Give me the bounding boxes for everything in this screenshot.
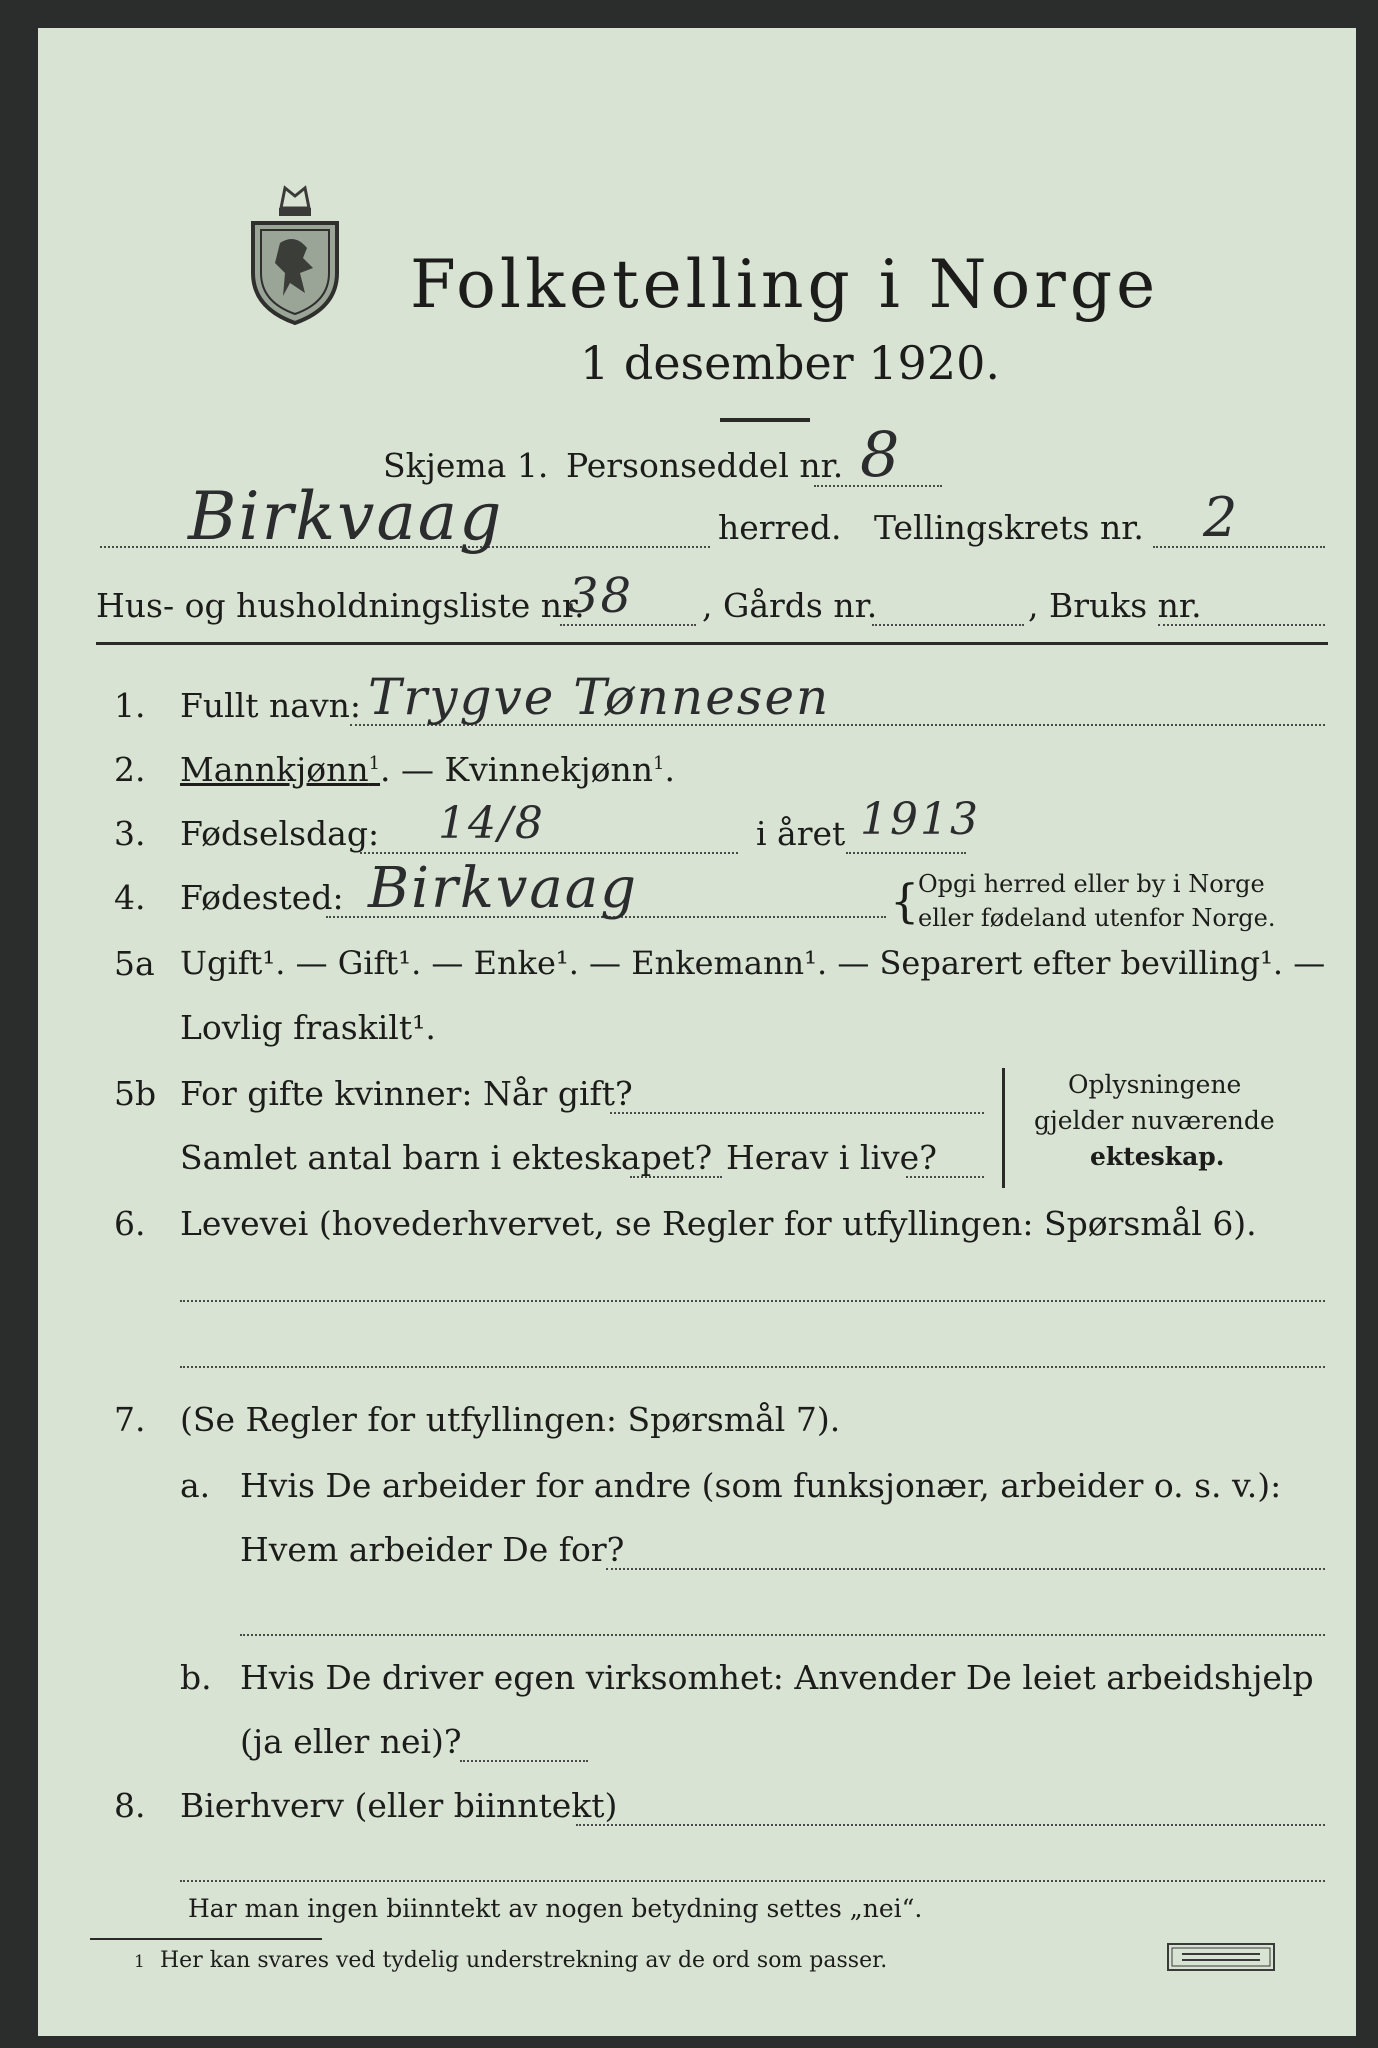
q2-kvinne[interactable]: Kvinnekjønn$^1$ xyxy=(444,750,665,789)
q7b-line-1: Hvis De driver egen virksomhet: Anvender De leiet arbeidshjelp xyxy=(240,1658,1314,1697)
q7-label: (Se Regler for utfyllingen: Spørsmål 7). xyxy=(180,1400,841,1439)
q3-value[interactable]: 14/8 xyxy=(438,798,545,849)
q6-line-1 xyxy=(180,1300,1325,1302)
q7a-answer-line-2 xyxy=(240,1634,1325,1636)
q4-note-1: Opgi herred eller by i Norge xyxy=(918,870,1265,898)
coat-of-arms-icon xyxy=(245,178,345,328)
q7-number: 7. xyxy=(114,1400,146,1439)
q5b-note-1: Oplysningene xyxy=(1068,1070,1242,1099)
q5b-alive-line xyxy=(906,1176,984,1178)
q3-year-value[interactable]: 1913 xyxy=(860,794,980,845)
herred-label: herred. xyxy=(718,508,842,547)
q1-value[interactable]: Trygve Tønnesen xyxy=(368,668,831,726)
hus-line xyxy=(560,624,696,626)
gards-line xyxy=(872,624,1024,626)
q6-line-2 xyxy=(180,1366,1325,1368)
q7b-answer-line xyxy=(460,1760,588,1762)
printer-stamp-icon xyxy=(1166,1942,1276,1972)
gards-label: , Gårds nr. xyxy=(702,586,878,625)
q3-line xyxy=(360,852,738,854)
q8-answer-line-2 xyxy=(180,1880,1325,1882)
q5b-note-3: ekteskap. xyxy=(1090,1142,1225,1171)
q5a-line-1: Ugift¹. — Gift¹. — Enke¹. — Enkemann¹. — Separert efter bevilling¹. — xyxy=(180,944,1326,982)
personseddel-value[interactable]: 8 xyxy=(860,418,902,491)
q6-label: Levevei (hovederhvervet, se Regler for utfyllingen: Spørsmål 6). xyxy=(180,1204,1257,1243)
q5b-bracket xyxy=(1002,1068,1005,1188)
header-divider xyxy=(96,642,1328,645)
q2-options: Mannkjønn$^1$. — Kvinnekjønn$^1$. xyxy=(180,750,675,789)
q7b-line-2: (ja eller nei)? xyxy=(240,1722,462,1761)
q3-year-label: i året xyxy=(756,814,846,853)
q8-note: Har man ingen biinntekt av nogen betydning settes „nei“. xyxy=(188,1894,923,1923)
q5b-when-line xyxy=(610,1112,984,1114)
q5a-line-2: Lovlig fraskilt¹. xyxy=(180,1008,436,1047)
hus-label: Hus- og husholdningsliste nr. xyxy=(96,586,585,625)
bruks-line xyxy=(1158,624,1325,626)
q5b-children-line xyxy=(630,1176,722,1178)
q4-number: 4. xyxy=(114,878,146,917)
q3-number: 3. xyxy=(114,814,146,853)
hus-value[interactable]: 38 xyxy=(568,568,634,624)
q3-year-line xyxy=(846,852,966,854)
tellingskrets-label: Tellingskrets nr. xyxy=(874,508,1144,547)
footnote-text: Her kan svares ved tydelig understrekning av de ord som passer. xyxy=(160,1948,888,1973)
q1-number: 1. xyxy=(114,686,146,725)
q4-note-2: eller fødeland utenfor Norge. xyxy=(918,904,1276,932)
q5b-line-2a: Samlet antal barn i ekteskapet? xyxy=(180,1138,713,1177)
q4-value[interactable]: Birkvaag xyxy=(368,856,639,921)
herred-value[interactable]: Birkvaag xyxy=(188,478,504,555)
census-form xyxy=(38,28,1356,2036)
bruks-label: , Bruks nr. xyxy=(1028,586,1202,625)
q8-label: Bierhverv (eller biinntekt) xyxy=(180,1786,618,1825)
skjema-label: Skjema 1. xyxy=(383,446,549,485)
q5b-note-2: gjelder nuværende xyxy=(1034,1106,1275,1135)
form-title: Folketelling i Norge xyxy=(410,246,1160,323)
q2-mann[interactable]: Mannkjønn$^1$ xyxy=(180,750,381,789)
tellingskrets-value[interactable]: 2 xyxy=(1203,486,1240,549)
q5b-line-1: For gifte kvinner: Når gift? xyxy=(180,1074,633,1113)
footnote-divider xyxy=(90,1938,322,1940)
q2-number: 2. xyxy=(114,750,146,789)
title-divider xyxy=(720,418,810,422)
q7a-line-1: Hvis De arbeider for andre (som funksjonær, arbeider o. s. v.): xyxy=(240,1466,1282,1505)
footnote-number: 1 xyxy=(134,1952,145,1972)
q7a-line-2: Hvem arbeider De for? xyxy=(240,1530,625,1569)
personseddel-label: Personseddel nr. xyxy=(566,446,844,485)
form-date: 1 desember 1920. xyxy=(580,336,1000,390)
q6-number: 6. xyxy=(114,1204,146,1243)
q1-label: Fullt navn: xyxy=(180,686,361,725)
q7a-letter: a. xyxy=(180,1466,211,1505)
q4-label: Fødested: xyxy=(180,878,344,917)
q8-answer-line xyxy=(576,1824,1325,1826)
q7a-answer-line xyxy=(606,1568,1325,1570)
q5b-line-2b: Herav i live? xyxy=(726,1138,937,1177)
q5a-number: 5a xyxy=(114,944,155,983)
q7b-letter: b. xyxy=(180,1658,212,1697)
q4-brace: { xyxy=(890,874,920,928)
q3-label: Fødselsdag: xyxy=(180,814,380,853)
q5b-number: 5b xyxy=(114,1074,157,1113)
q8-number: 8. xyxy=(114,1786,146,1825)
